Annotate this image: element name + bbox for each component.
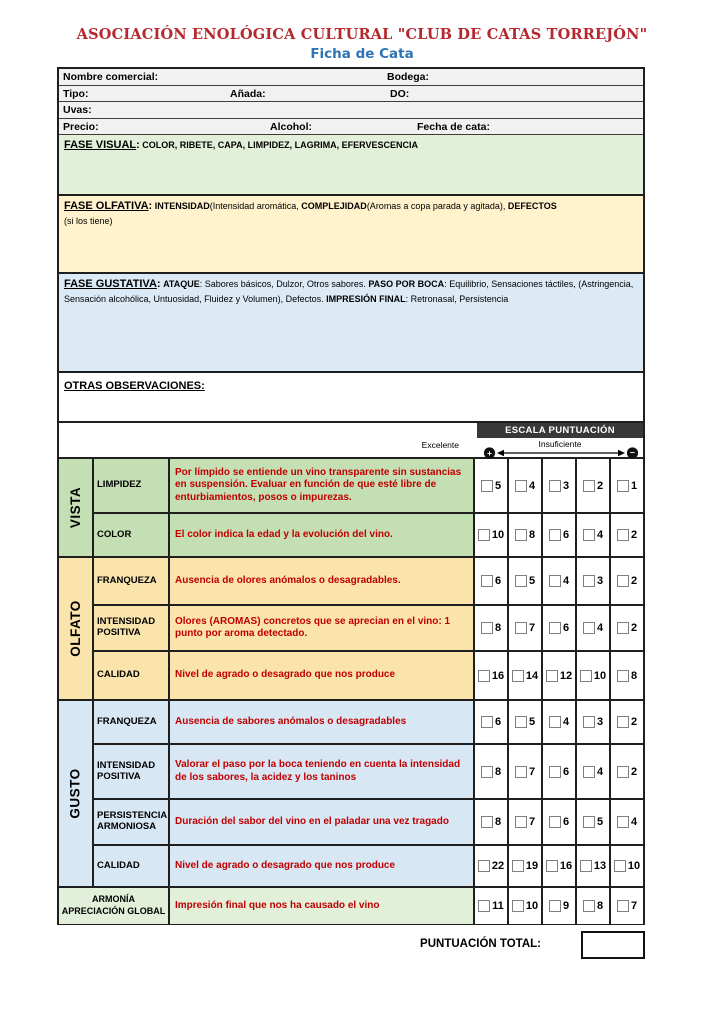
row-armonia-apreciacion-global: ARMONÍA APRECIACIÓN GLOBAL Impresión final que nos ha causado el vino 11 10 9 8 7: [59, 888, 643, 924]
row-olfato-intensidad: INTENSIDAD POSITIVA Olores (AROMAS) concretos que se aprecian en el vino: 1 punto por aroma detectado. 8 7 6 4 2: [94, 606, 643, 652]
score-checkbox[interactable]: [478, 900, 490, 912]
score-checkbox[interactable]: [583, 766, 595, 778]
score-cell: 7: [507, 606, 541, 650]
olfato-label: OLFATO: [68, 600, 83, 657]
score-checkbox[interactable]: [478, 860, 490, 872]
score-checkbox[interactable]: [481, 575, 493, 587]
score-checkbox[interactable]: [617, 622, 629, 634]
score-cell: 4: [575, 606, 609, 650]
score-checkbox[interactable]: [515, 816, 527, 828]
score-cell: 12: [541, 652, 575, 699]
row-color: COLOR El color indica la edad y la evolución del vino. 10 8 6 4 2: [94, 514, 643, 556]
score-cell: 8: [473, 800, 507, 844]
score-cell: 6: [473, 701, 507, 743]
score-checkbox[interactable]: [478, 529, 490, 541]
association-title: ASOCIACIÓN ENOLÓGICA CULTURAL "CLUB DE CATAS TORREJÓN": [76, 26, 648, 43]
score-checkbox[interactable]: [512, 860, 524, 872]
olfato-label-cell: [59, 558, 94, 699]
fase-visual-title: FASE VISUAL: [64, 139, 137, 151]
row-olfato-calidad: CALIDAD Nivel de agrado o desagrado que nos produce 16 14 12 10 8: [94, 652, 643, 699]
score-cell: 4: [575, 514, 609, 556]
score-cell: 4: [541, 701, 575, 743]
score-cell: 14: [507, 652, 541, 699]
svg-text:+: +: [487, 447, 492, 458]
armonia-label-cell: ARMONÍA APRECIACIÓN GLOBAL: [59, 888, 170, 924]
scale-range-arrow: [483, 447, 639, 459]
field-label-fecha-de-cata: Fecha de cata:: [417, 120, 490, 133]
score-checkbox[interactable]: [481, 816, 493, 828]
field-label-tipo: Tipo:: [63, 87, 89, 100]
score-checkbox[interactable]: [583, 480, 595, 492]
score-cell: 5: [507, 701, 541, 743]
score-cell: 2: [609, 745, 643, 798]
vista-label: VISTA: [68, 486, 84, 529]
score-cell: 5: [473, 459, 507, 512]
field-label-alcohol: Alcohol:: [270, 120, 312, 133]
section-gusto: [59, 701, 643, 888]
score-checkbox[interactable]: [583, 900, 595, 912]
row-olfato-franqueza: FRANQUEZA Ausencia de olores anómalos o desagradables. 6 5 4 3 2: [94, 558, 643, 606]
score-checkbox[interactable]: [549, 716, 561, 728]
field-label-bodega: Bodega:: [387, 71, 429, 83]
vista-label-cell: [59, 459, 94, 556]
fase-visual-detail: COLOR, RIBETE, CAPA, LIMPIDEZ, LAGRIMA, EFERVESCENCIA: [139, 140, 418, 150]
score-cell: 6: [541, 800, 575, 844]
score-checkbox[interactable]: [515, 716, 527, 728]
score-cell: 10: [507, 888, 541, 924]
section-olfato: [59, 558, 643, 701]
row-gusto-intensidad: INTENSIDAD POSITIVA Valorar el paso por la boca teniendo en cuenta la intensidad de los sabores, la acidez y los taninos 8 7 6 4 2: [94, 745, 643, 800]
scale-title-bar: ESCALA PUNTUACIÓN: [477, 423, 643, 438]
score-checkbox[interactable]: [617, 575, 629, 587]
score-cell: 8: [473, 606, 507, 650]
score-cell: 2: [575, 459, 609, 512]
score-cell: 7: [609, 888, 643, 924]
score-checkbox[interactable]: [617, 816, 629, 828]
scale-header-row: [59, 423, 643, 459]
score-checkbox[interactable]: [583, 529, 595, 541]
section-fase-visual[interactable]: FASE VISUAL: COLOR, RIBETE, CAPA, LIMPIDEZ, LAGRIMA, EFERVESCENCIA: [59, 135, 643, 196]
score-checkbox[interactable]: [549, 622, 561, 634]
score-checkbox[interactable]: [583, 622, 595, 634]
total-score-label: PUNTUACIÓN TOTAL:: [420, 938, 541, 950]
score-checkbox[interactable]: [515, 529, 527, 541]
score-cell: 8: [473, 745, 507, 798]
score-cell: 22: [473, 846, 507, 886]
info-row-4[interactable]: [59, 119, 643, 135]
section-fase-gustativa[interactable]: FASE GUSTATIVA: ATAQUE: Sabores básicos, Dulzor, Otros sabores. PASO POR BOCA: Equilibrio, Sensaciones táctiles, (Astringencia, Sensación alcohólica, Untuosidad, Fluidez y Volumen), Defectos. IMPRESIÓN FINAL: Retronasal, Persistencia: [59, 274, 643, 373]
score-checkbox[interactable]: [580, 860, 592, 872]
score-cell: 6: [541, 606, 575, 650]
field-label-do: DO:: [390, 87, 410, 100]
field-label-uvas: Uvas:: [63, 104, 92, 116]
score-cell: 4: [507, 459, 541, 512]
score-checkbox[interactable]: [580, 670, 592, 682]
gusto-label: GUSTO: [68, 768, 84, 819]
row-gusto-franqueza: FRANQUEZA Ausencia de sabores anómalos o desagradables 6 5 4 3 2: [94, 701, 643, 745]
score-checkbox[interactable]: [515, 575, 527, 587]
row-gusto-persistencia: PERSISTENCIA ARMONIOSA Duración del sabor del vino en el paladar una vez tragado 8 7 6 5 4: [94, 800, 643, 846]
score-cell: 8: [609, 652, 643, 699]
section-fase-olfativa[interactable]: FASE OLFATIVA: INTENSIDAD(Intensidad aromática, COMPLEJIDAD(Aromas a copa parada y agitada), DEFECTOS (si los tiene): [59, 196, 643, 274]
score-checkbox[interactable]: [617, 900, 629, 912]
field-label-anada: Añada:: [230, 87, 266, 100]
score-checkbox[interactable]: [481, 480, 493, 492]
score-cell: 16: [541, 846, 575, 886]
score-cell: 6: [473, 558, 507, 604]
score-cell: 5: [507, 558, 541, 604]
score-cell: 4: [575, 745, 609, 798]
score-checkbox[interactable]: [583, 716, 595, 728]
score-cell: 11: [473, 888, 507, 924]
score-checkbox[interactable]: [512, 900, 524, 912]
score-cell: 8: [507, 514, 541, 556]
score-cell: 9: [541, 888, 575, 924]
info-row-3[interactable]: [59, 102, 643, 119]
svg-text:−: −: [630, 447, 635, 458]
score-checkbox[interactable]: [617, 716, 629, 728]
score-checkbox[interactable]: [546, 860, 558, 872]
score-checkbox[interactable]: [549, 816, 561, 828]
score-checkbox[interactable]: [549, 900, 561, 912]
score-checkbox[interactable]: [617, 480, 629, 492]
score-checkbox[interactable]: [549, 766, 561, 778]
score-checkbox[interactable]: [617, 670, 629, 682]
score-checkbox[interactable]: [478, 670, 490, 682]
fase-olfativa-title: FASE OLFATIVA: [64, 200, 149, 212]
score-cell: 19: [507, 846, 541, 886]
score-cell: 2: [609, 701, 643, 743]
total-score-box[interactable]: [581, 931, 645, 959]
info-row-2[interactable]: [59, 86, 643, 102]
score-checkbox[interactable]: [617, 529, 629, 541]
score-checkbox[interactable]: [549, 529, 561, 541]
score-checkbox[interactable]: [549, 575, 561, 587]
score-cell: 10: [473, 514, 507, 556]
score-cell: 10: [609, 846, 643, 886]
info-row-1[interactable]: [59, 69, 643, 86]
insufficient-label: Insuficiente: [538, 439, 582, 449]
excellent-label: Excelente: [421, 440, 459, 450]
score-checkbox[interactable]: [481, 766, 493, 778]
score-checkbox[interactable]: [617, 766, 629, 778]
score-cell: 6: [541, 745, 575, 798]
score-cell: 7: [507, 745, 541, 798]
score-checkbox[interactable]: [515, 766, 527, 778]
section-otras-observaciones[interactable]: [59, 373, 643, 423]
score-checkbox[interactable]: [549, 480, 561, 492]
score-checkbox[interactable]: [481, 716, 493, 728]
score-cell: 7: [507, 800, 541, 844]
score-checkbox[interactable]: [614, 860, 626, 872]
score-cell: 3: [575, 701, 609, 743]
score-cell: 16: [473, 652, 507, 699]
score-checkbox[interactable]: [583, 575, 595, 587]
page-title: Ficha de Cata: [310, 46, 414, 62]
score-cell: 2: [609, 606, 643, 650]
score-cell: 3: [575, 558, 609, 604]
row-limpidez: LIMPIDEZ Por límpido se entiende un vino transparente sin sustancias en suspensión. Evaluar en función de que esté libre de enturbiamientos, posos o impurezas. 5 4 3 2 1: [94, 459, 643, 514]
score-checkbox[interactable]: [546, 670, 558, 682]
score-checkbox[interactable]: [583, 816, 595, 828]
score-cell: 2: [609, 558, 643, 604]
otras-observaciones-title: OTRAS OBSERVACIONES:: [64, 380, 205, 392]
total-row: [57, 929, 645, 963]
score-checkbox[interactable]: [515, 480, 527, 492]
score-cell: 3: [541, 459, 575, 512]
score-checkbox[interactable]: [515, 622, 527, 634]
score-cell: 4: [541, 558, 575, 604]
score-checkbox[interactable]: [481, 622, 493, 634]
gusto-label-cell: [59, 701, 94, 886]
field-label-precio: Precio:: [63, 120, 99, 133]
score-cell: 2: [609, 514, 643, 556]
score-cell: 6: [541, 514, 575, 556]
score-checkbox[interactable]: [512, 670, 524, 682]
fase-gustativa-title: FASE GUSTATIVA: [64, 278, 157, 290]
field-label-nombre-comercial: Nombre comercial:: [63, 71, 159, 83]
tasting-form: [57, 67, 645, 925]
section-vista: [59, 459, 643, 558]
score-cell: 13: [575, 846, 609, 886]
row-gusto-calidad: CALIDAD Nivel de agrado o desagrado que nos produce 22 19 16 13 10: [94, 846, 643, 886]
score-cell: 8: [575, 888, 609, 924]
score-cell: 1: [609, 459, 643, 512]
score-cell: 4: [609, 800, 643, 844]
score-cell: 10: [575, 652, 609, 699]
score-cell: 5: [575, 800, 609, 844]
